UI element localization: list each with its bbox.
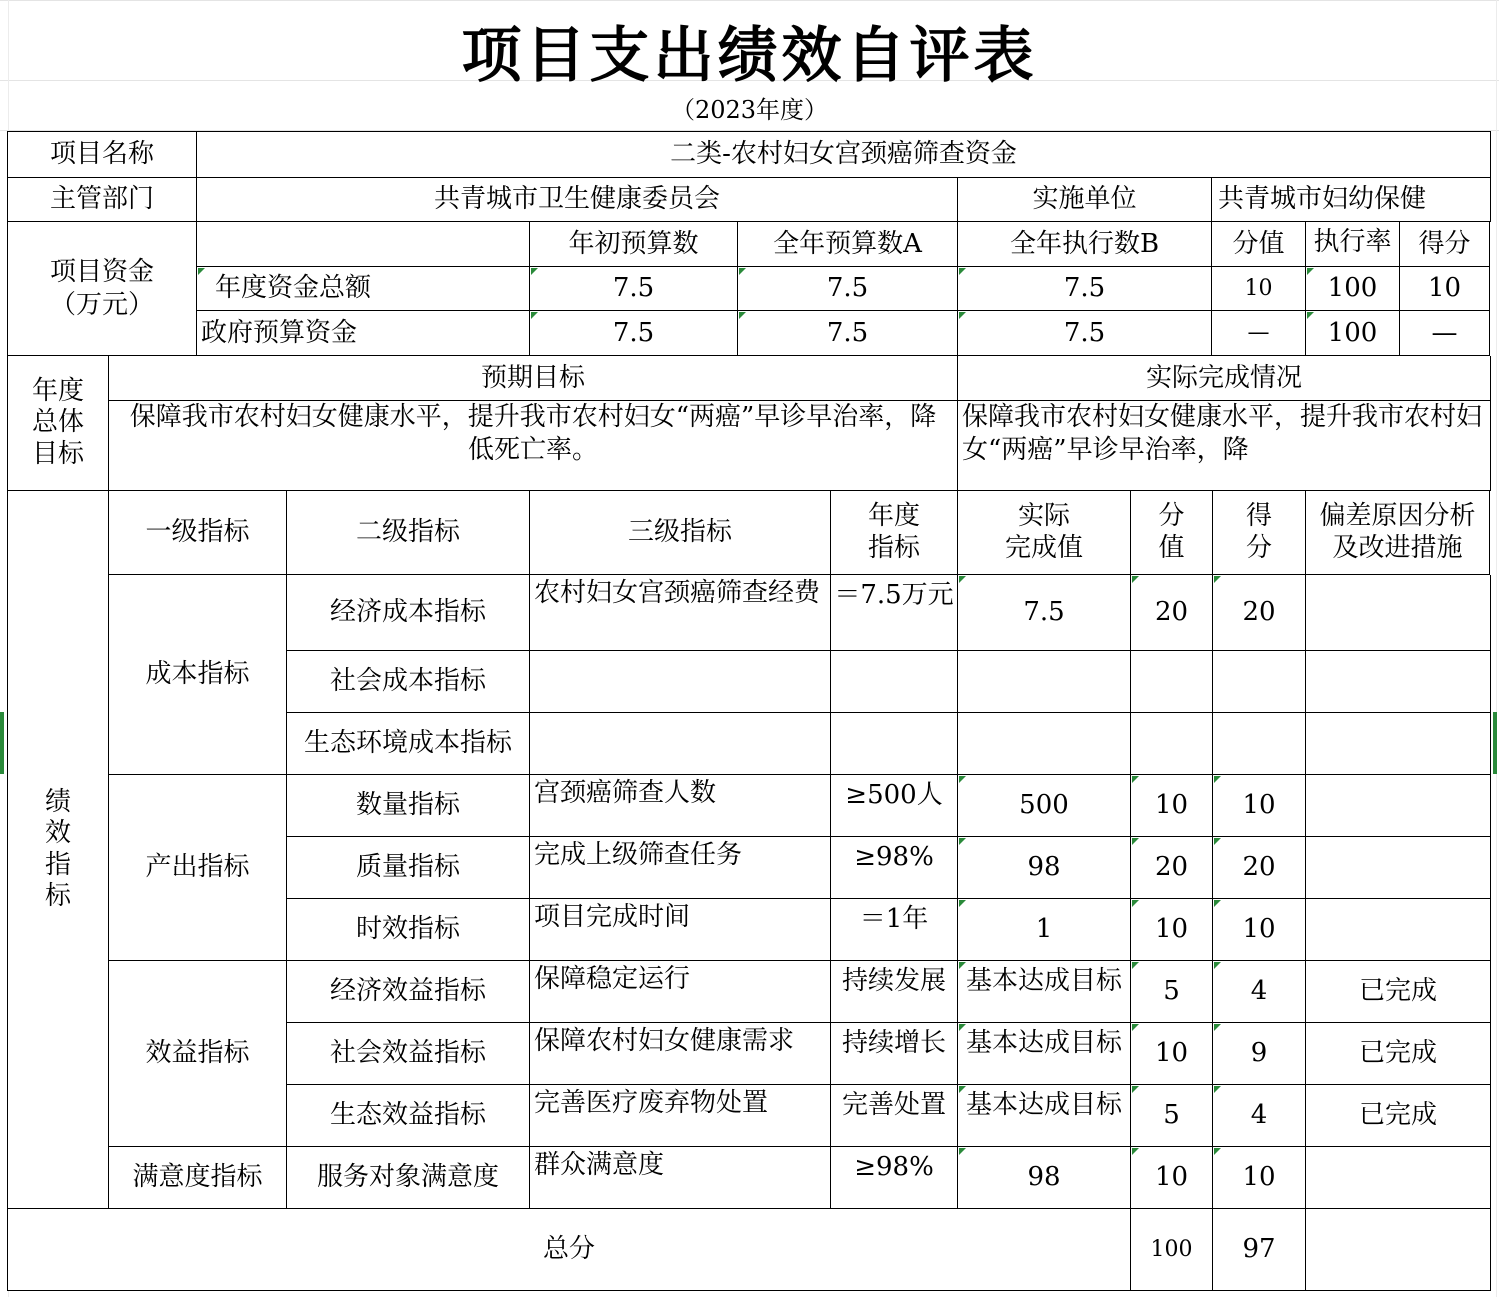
indicator-level3[interactable]: 保障稳定运行 bbox=[530, 961, 831, 1023]
indicator-score-value[interactable]: 5 bbox=[1131, 1085, 1213, 1147]
cell-comment-marker bbox=[739, 268, 746, 275]
indicator-level1[interactable]: 成本指标 bbox=[109, 575, 287, 775]
indicator-target[interactable]: ≥98% bbox=[831, 837, 958, 899]
funds-header-initial[interactable]: 年初预算数 bbox=[530, 222, 738, 267]
indicator-level3[interactable]: 农村妇女宫颈癌筛查经费 bbox=[530, 575, 831, 651]
indicator-score[interactable]: 9 bbox=[1213, 1023, 1306, 1085]
cell-comment-marker bbox=[1214, 576, 1221, 583]
indicator-actual[interactable]: 1 bbox=[958, 899, 1131, 961]
cell-comment-marker bbox=[1132, 1148, 1139, 1155]
funds-header-annual[interactable]: 全年预算数A bbox=[738, 222, 958, 267]
indicator-level2[interactable]: 社会成本指标 bbox=[287, 651, 530, 713]
goals-label[interactable]: 年度 总体 目标 bbox=[7, 356, 109, 491]
dept-label[interactable]: 主管部门 bbox=[7, 178, 197, 222]
total-score-value[interactable]: 100 bbox=[1131, 1209, 1213, 1291]
indicator-actual[interactable]: 基本达成目标 bbox=[958, 1085, 1131, 1147]
indicator-deviation[interactable]: 已完成 bbox=[1306, 961, 1491, 1023]
indicator-score[interactable]: 20 bbox=[1213, 837, 1306, 899]
page-title: 项目支出绩效自评表 bbox=[461, 21, 1038, 91]
indicator-header-actual[interactable]: 实际 完成值 bbox=[958, 491, 1131, 575]
cell-comment-marker bbox=[959, 268, 966, 275]
total-deviation[interactable] bbox=[1306, 1209, 1491, 1291]
indicator-level1[interactable]: 满意度指标 bbox=[109, 1147, 287, 1209]
indicator-level2[interactable]: 数量指标 bbox=[287, 775, 530, 837]
indicator-header-score[interactable]: 得 分 bbox=[1213, 491, 1306, 575]
cell-comment-marker bbox=[1132, 1086, 1139, 1093]
cell-comment-marker bbox=[959, 900, 966, 907]
indicator-target[interactable]: 完善处置 bbox=[831, 1085, 958, 1147]
cell-comment-marker bbox=[1132, 1024, 1139, 1031]
cell-comment-marker bbox=[1132, 576, 1139, 583]
indicator-level3[interactable]: 群众满意度 bbox=[530, 1147, 831, 1209]
cell-comment-marker bbox=[1132, 838, 1139, 845]
indicator-level2[interactable]: 经济效益指标 bbox=[287, 961, 530, 1023]
indicator-level3[interactable]: 宫颈癌筛查人数 bbox=[530, 775, 831, 837]
indicator-target[interactable]: ≥98% bbox=[831, 1147, 958, 1209]
indicator-actual[interactable]: 98 bbox=[958, 837, 1131, 899]
funds-row-label[interactable]: 政府预算资金 bbox=[197, 311, 530, 356]
indicator-score[interactable]: 20 bbox=[1213, 575, 1306, 651]
funds-header-executed[interactable]: 全年执行数B bbox=[958, 222, 1212, 267]
cell-comment-marker bbox=[959, 838, 966, 845]
cell-comment-marker bbox=[959, 1086, 966, 1093]
indicator-level3[interactable]: 完成上级筛查任务 bbox=[530, 837, 831, 899]
cell-comment-marker bbox=[1307, 312, 1314, 319]
cell-comment-marker bbox=[1214, 1024, 1221, 1031]
indicator-score[interactable]: 10 bbox=[1213, 1147, 1306, 1209]
project-name-value[interactable]: 二类-农村妇女宫颈癌筛查资金 bbox=[197, 132, 1491, 178]
cell-comment-marker bbox=[531, 268, 538, 275]
cell-comment-marker bbox=[1214, 962, 1221, 969]
indicator-header-level2[interactable]: 二级指标 bbox=[287, 491, 530, 575]
impl-label[interactable]: 实施单位 bbox=[958, 178, 1212, 222]
indicator-deviation[interactable] bbox=[1306, 899, 1491, 961]
indicator-level2[interactable]: 服务对象满意度 bbox=[287, 1147, 530, 1209]
indicator-header-target[interactable]: 年度 指标 bbox=[831, 491, 958, 575]
indicator-deviation[interactable] bbox=[1306, 775, 1491, 837]
funds-row-initial[interactable]: 7.5 bbox=[530, 267, 738, 311]
indicator-level2[interactable]: 生态效益指标 bbox=[287, 1085, 530, 1147]
indicator-score[interactable] bbox=[1213, 651, 1306, 713]
cell-comment-marker bbox=[959, 776, 966, 783]
funds-row-initial[interactable]: 7.5 bbox=[530, 311, 738, 356]
funds-row-rate[interactable]: 100 bbox=[1306, 267, 1400, 311]
indicator-actual[interactable]: 500 bbox=[958, 775, 1131, 837]
indicator-target[interactable]: 持续增长 bbox=[831, 1023, 958, 1085]
indicator-score-value[interactable] bbox=[1131, 713, 1213, 775]
indicator-actual[interactable] bbox=[958, 713, 1131, 775]
indicator-score[interactable]: 4 bbox=[1213, 1085, 1306, 1147]
indicator-score-value[interactable]: 20 bbox=[1131, 575, 1213, 651]
cell-comment-marker bbox=[959, 1024, 966, 1031]
dept-value[interactable]: 共青城市卫生健康委员会 bbox=[197, 178, 958, 222]
year-subtitle: （2023年度） bbox=[670, 96, 829, 124]
funds-row-annual[interactable]: 7.5 bbox=[738, 311, 958, 356]
indicator-header-level3[interactable]: 三级指标 bbox=[530, 491, 831, 575]
indicator-score-value[interactable]: 10 bbox=[1131, 1147, 1213, 1209]
indicator-level2[interactable]: 生态环境成本指标 bbox=[287, 713, 530, 775]
total-label[interactable]: 总分 bbox=[7, 1209, 1131, 1291]
cell-comment-marker bbox=[1214, 1148, 1221, 1155]
indicator-score[interactable] bbox=[1213, 713, 1306, 775]
indicator-deviation[interactable] bbox=[1306, 1147, 1491, 1209]
cell-comment-marker bbox=[959, 962, 966, 969]
cell-comment-marker bbox=[1132, 962, 1139, 969]
indicator-target[interactable]: ≥500人 bbox=[831, 775, 958, 837]
indicator-level3[interactable] bbox=[530, 651, 831, 713]
indicator-score-value[interactable]: 10 bbox=[1131, 775, 1213, 837]
indicator-deviation[interactable] bbox=[1306, 575, 1491, 651]
indicator-deviation[interactable] bbox=[1306, 651, 1491, 713]
indicator-level3[interactable]: 项目完成时间 bbox=[530, 899, 831, 961]
indicator-actual[interactable]: 基本达成目标 bbox=[958, 1023, 1131, 1085]
indicator-score-value[interactable]: 5 bbox=[1131, 961, 1213, 1023]
indicator-header-deviation[interactable]: 偏差原因分析 及改进措施 bbox=[1306, 491, 1490, 575]
indicator-deviation[interactable]: 已完成 bbox=[1306, 1085, 1491, 1147]
goals-actual-text[interactable]: 保障我市农村妇女健康水平，提升我市农村妇女“两癌”早诊早治率，降 bbox=[958, 401, 1491, 491]
indicator-level2[interactable]: 社会效益指标 bbox=[287, 1023, 530, 1085]
goals-expected-text[interactable]: 保障我市农村妇女健康水平，提升我市农村妇女“两癌”早诊早治率，降低死亡率。 bbox=[109, 401, 958, 491]
indicator-deviation[interactable] bbox=[1306, 713, 1491, 775]
cell-comment-marker bbox=[959, 576, 966, 583]
indicator-score-value[interactable] bbox=[1131, 651, 1213, 713]
funds-row-label[interactable]: 年度资金总额 bbox=[197, 267, 530, 311]
funds-row-score[interactable]: 10 bbox=[1400, 267, 1490, 311]
indicator-target[interactable] bbox=[831, 651, 958, 713]
indicator-level2[interactable]: 经济成本指标 bbox=[287, 575, 530, 651]
cell-comment-marker bbox=[198, 268, 205, 275]
funds-label[interactable]: 项目资金 （万元） bbox=[7, 222, 197, 356]
row-selection-marker-right bbox=[1493, 712, 1497, 774]
indicator-score-value[interactable]: 10 bbox=[1131, 1023, 1213, 1085]
indicator-level3[interactable] bbox=[530, 713, 831, 775]
funds-header-rate[interactable]: 执行率 bbox=[1306, 222, 1400, 267]
funds-header-score[interactable]: 得分 bbox=[1400, 222, 1490, 267]
indicator-score-value[interactable]: 10 bbox=[1131, 899, 1213, 961]
cell-comment-marker bbox=[1214, 838, 1221, 845]
indicator-score[interactable]: 4 bbox=[1213, 961, 1306, 1023]
funds-row-rate[interactable]: 100 bbox=[1306, 311, 1400, 356]
cell-comment-marker bbox=[739, 312, 746, 319]
indicators-section-label[interactable]: 绩 效 指 标 bbox=[7, 491, 109, 1209]
row-selection-marker bbox=[0, 712, 4, 774]
cell-comment-marker bbox=[1132, 900, 1139, 907]
indicator-level2[interactable]: 时效指标 bbox=[287, 899, 530, 961]
indicator-deviation[interactable] bbox=[1306, 837, 1491, 899]
indicator-deviation[interactable]: 已完成 bbox=[1306, 1023, 1491, 1085]
indicator-actual[interactable]: 98 bbox=[958, 1147, 1131, 1209]
goals-actual-label[interactable]: 实际完成情况 bbox=[958, 356, 1491, 401]
funds-row-score[interactable]: — bbox=[1400, 311, 1490, 356]
funds-header-blank[interactable] bbox=[197, 222, 530, 267]
funds-row-annual[interactable]: 7.5 bbox=[738, 267, 958, 311]
funds-row-executed[interactable]: 7.5 bbox=[958, 311, 1212, 356]
indicator-actual[interactable]: 基本达成目标 bbox=[958, 961, 1131, 1023]
indicator-score[interactable]: 10 bbox=[1213, 775, 1306, 837]
indicator-score-value[interactable]: 20 bbox=[1131, 837, 1213, 899]
indicator-level3[interactable]: 完善医疗废弃物处置 bbox=[530, 1085, 831, 1147]
funds-row-score-value[interactable]: — bbox=[1212, 311, 1306, 356]
total-score[interactable]: 97 bbox=[1213, 1209, 1306, 1291]
impl-value[interactable]: 共青城市妇幼保健 bbox=[1212, 178, 1491, 222]
indicator-score[interactable]: 10 bbox=[1213, 899, 1306, 961]
project-name-label[interactable]: 项目名称 bbox=[7, 132, 197, 178]
funds-row-executed[interactable]: 7.5 bbox=[958, 267, 1212, 311]
funds-header-score-value[interactable]: 分值 bbox=[1212, 222, 1306, 267]
indicator-target[interactable] bbox=[831, 713, 958, 775]
goals-expected-label[interactable]: 预期目标 bbox=[109, 356, 958, 401]
indicator-target[interactable]: ＝7.5万元 bbox=[831, 575, 958, 651]
cell-comment-marker bbox=[1214, 1086, 1221, 1093]
indicator-level2[interactable]: 质量指标 bbox=[287, 837, 530, 899]
cell-comment-marker bbox=[1307, 268, 1314, 275]
indicator-header-score-value[interactable]: 分 值 bbox=[1131, 491, 1213, 575]
cell-comment-marker bbox=[1132, 776, 1139, 783]
indicator-level1[interactable]: 产出指标 bbox=[109, 775, 287, 961]
indicator-actual[interactable]: 7.5 bbox=[958, 575, 1131, 651]
indicator-target[interactable]: 持续发展 bbox=[831, 961, 958, 1023]
cell-comment-marker bbox=[959, 1148, 966, 1155]
cell-comment-marker bbox=[1214, 900, 1221, 907]
funds-row-score-value[interactable]: 10 bbox=[1212, 267, 1306, 311]
cell-comment-marker bbox=[959, 312, 966, 319]
indicator-target[interactable]: ＝1年 bbox=[831, 899, 958, 961]
indicator-header-level1[interactable]: 一级指标 bbox=[109, 491, 287, 575]
indicator-level1[interactable]: 效益指标 bbox=[109, 961, 287, 1147]
cell-comment-marker bbox=[1214, 776, 1221, 783]
cell-comment-marker bbox=[531, 312, 538, 319]
indicator-level3[interactable]: 保障农村妇女健康需求 bbox=[530, 1023, 831, 1085]
indicator-actual[interactable] bbox=[958, 651, 1131, 713]
